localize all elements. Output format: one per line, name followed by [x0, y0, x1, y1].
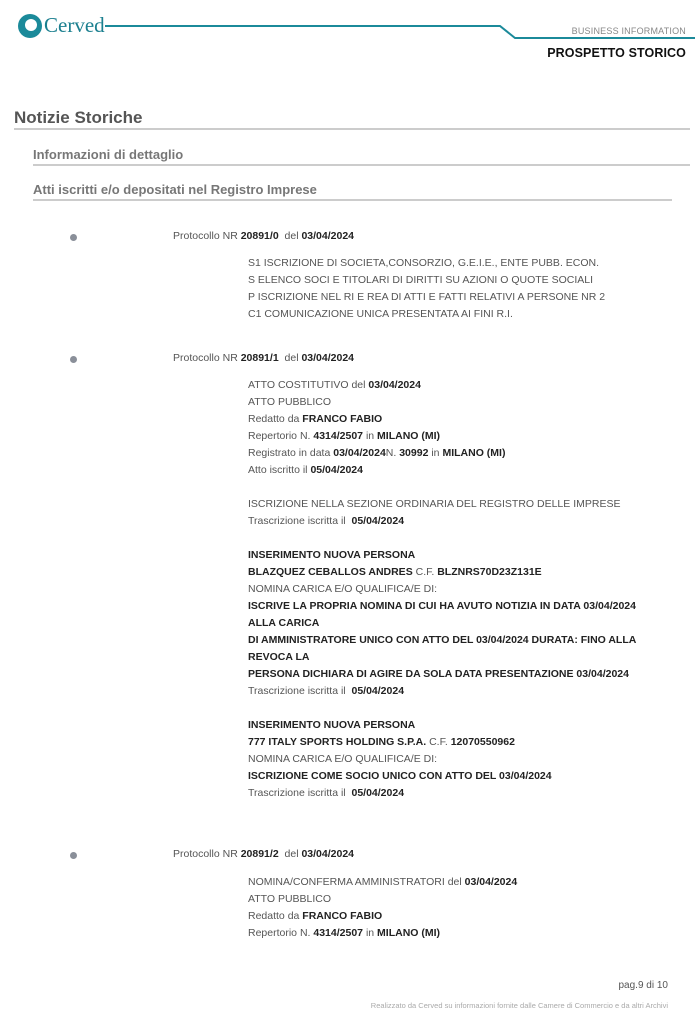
trascrizione-line: Trascrizione iscritta il 05/04/2024	[248, 685, 405, 697]
atto-type: ATTO PUBBLICO	[248, 396, 332, 408]
entry-details	[248, 377, 688, 802]
protocol-header: Protocollo NR 20891/0 del 03/04/2024	[173, 230, 355, 242]
entry-details	[248, 255, 688, 323]
footer-note: Realizzato da Cerved su informazioni fornite dalle Camere di Commercio e da altri Archivi	[370, 1001, 668, 1010]
divider	[33, 199, 672, 201]
nomina-label: NOMINA CARICA E/O QUALIFICA/E DI:	[248, 583, 438, 595]
inserimento-heading: INSERIMENTO NUOVA PERSONA	[248, 549, 416, 561]
bullet-icon	[70, 356, 77, 363]
iscritto-line: Atto iscritto il 05/04/2024	[248, 464, 363, 476]
divider	[33, 164, 690, 166]
nomina-detail: REVOCA LA	[248, 651, 310, 663]
subsection-title: Atti iscritti e/o depositati nel Registro Imprese	[33, 182, 317, 197]
section-subtitle: Informazioni di dettaglio	[33, 147, 184, 162]
nomina-label: NOMINA CARICA E/O QUALIFICA/E DI:	[248, 753, 438, 765]
trascrizione-line: Trascrizione iscritta il 05/04/2024	[248, 515, 405, 527]
logo-text: Cerved	[44, 13, 105, 37]
protocol-header: Protocollo NR 20891/2 del 03/04/2024	[173, 848, 355, 860]
section-title: Notizie Storiche	[14, 108, 143, 127]
cerved-logo-icon	[18, 14, 42, 38]
business-info-label: BUSINESS INFORMATION	[571, 26, 686, 36]
nomina-detail: DI AMMINISTRATORE UNICO CON ATTO DEL 03/04/2024 DURATA: FINO ALLA	[248, 634, 637, 646]
entry-details	[248, 874, 688, 942]
atto-line: NOMINA/CONFERMA AMMINISTRATORI del 03/04/2024	[248, 876, 518, 888]
nomina-detail: ISCRIZIONE COME SOCIO UNICO CON ATTO DEL 03/04/2024	[248, 770, 552, 782]
person-line: BLAZQUEZ CEBALLOS ANDRES C.F. BLZNRS70D23Z131E	[248, 566, 542, 578]
detail-line: S ELENCO SOCI E TITOLARI DI DIRITTI SU AZIONI O QUOTE SOCIALI	[248, 274, 594, 286]
registrato-line: Registrato in data 03/04/2024N. 30992 in MILANO (MI)	[248, 447, 506, 459]
page-number: pag.9 di 10	[618, 980, 668, 991]
bullet-icon	[70, 852, 77, 859]
repertorio-line: Repertorio N. 4314/2507 in MILANO (MI)	[248, 927, 441, 939]
nomina-detail: PERSONA DICHIARA DI AGIRE DA SOLA DATA PRESENTAZIONE 03/04/2024	[248, 668, 629, 680]
repertorio-line: Repertorio N. 4314/2507 in MILANO (MI)	[248, 430, 441, 442]
divider	[14, 128, 690, 130]
detail-line: S1 ISCRIZIONE DI SOCIETA,CONSORZIO, G.E.I.E., ENTE PUBB. ECON.	[248, 257, 600, 269]
person-line: 777 ITALY SPORTS HOLDING S.P.A. C.F. 12070550962	[248, 736, 515, 748]
atto-line: ATTO COSTITUTIVO del 03/04/2024	[248, 379, 421, 391]
protocol-header: Protocollo NR 20891/1 del 03/04/2024	[173, 352, 355, 364]
iscrizione-sezione: ISCRIZIONE NELLA SEZIONE ORDINARIA DEL REGISTRO DELLE IMPRESE	[248, 498, 621, 510]
detail-line: P ISCRIZIONE NEL RI E REA DI ATTI E FATTI RELATIVI A PERSONE NR 2	[248, 291, 606, 303]
detail-line: C1 COMUNICAZIONE UNICA PRESENTATA AI FINI R.I.	[248, 308, 513, 320]
nomina-detail: ALLA CARICA	[248, 617, 320, 629]
bullet-icon	[70, 234, 77, 241]
document-title: PROSPETTO STORICO	[547, 46, 686, 60]
nomina-detail: ISCRIVE LA PROPRIA NOMINA DI CUI HA AVUTO NOTIZIA IN DATA 03/04/2024	[248, 600, 636, 612]
redatto-line: Redatto da FRANCO FABIO	[248, 413, 383, 425]
inserimento-heading: INSERIMENTO NUOVA PERSONA	[248, 719, 416, 731]
atto-type: ATTO PUBBLICO	[248, 893, 332, 905]
trascrizione-line: Trascrizione iscritta il 05/04/2024	[248, 787, 405, 799]
redatto-line: Redatto da FRANCO FABIO	[248, 910, 383, 922]
